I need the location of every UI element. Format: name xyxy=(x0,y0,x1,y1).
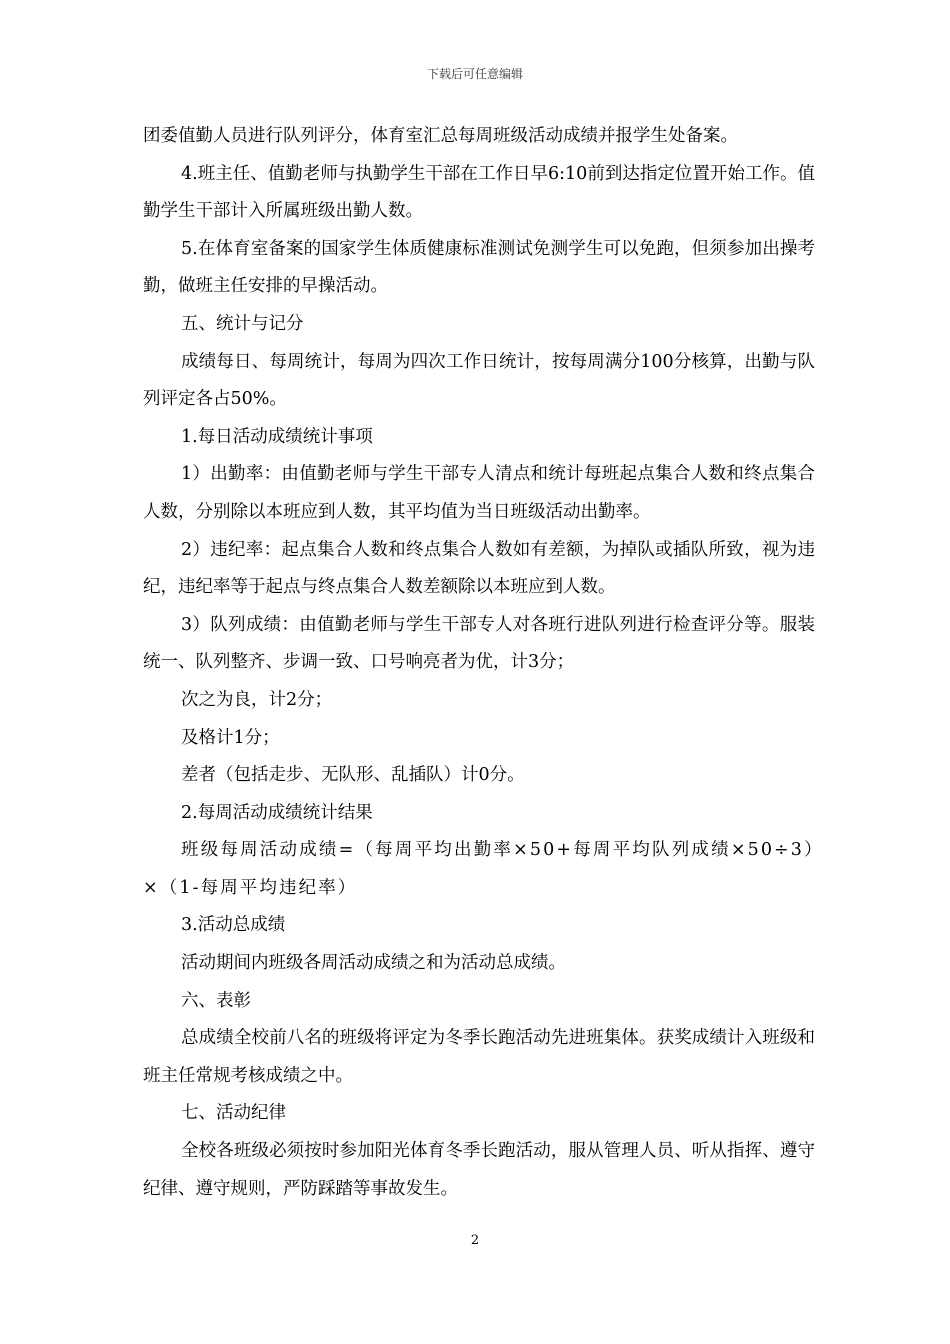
paragraph-discipline: 全校各班级必须按时参加阳光体育冬季长跑活动，服从管理人员、听从指挥、遵守纪律、遵守规则，严防踩踏等事故发生。 xyxy=(143,1141,815,1199)
paragraph-total-score: 活动期间内班级各周活动成绩之和为活动总成绩。 xyxy=(181,953,566,974)
paragraph-awards: 总成绩全校前八名的班级将评定为冬季长跑活动先进班集体。获奖成绩计入班级和班主任常规考核成绩之中。 xyxy=(143,1028,815,1086)
paragraph-weekly-formula: 班级每周活动成绩=（每周平均出勤率×50+每周平均队列成绩×50÷3）×（1-每周平均违纪率） xyxy=(143,840,815,898)
subheading-daily-stats: 1.每日活动成绩统计事项 xyxy=(181,426,373,447)
paragraph-continuation: 团委值勤人员进行队列评分，体育室汇总每周班级活动成绩并报学生处备案。 xyxy=(143,126,738,146)
paragraph-score-pass: 及格计1分； xyxy=(181,727,280,748)
paragraph-item-4: 4.班主任、值勤老师与执勤学生干部在工作日早6:10前到达指定位置开始工作。值勤学生干部计入所属班级出勤人数。 xyxy=(143,163,815,222)
page-number: 2 xyxy=(470,1233,480,1248)
paragraph-attendance-rate: 1）出勤率：由值勤老师与学生干部专人清点和统计每班起点集合人数和终点集合人数，分别除以本班应到人数，其平均值为当日班级活动出勤率。 xyxy=(143,464,815,522)
paragraph-scoring-overview: 成绩每日、每周统计，每周为四次工作日统计，按每周满分100分核算，出勤与队列评定各占50%。 xyxy=(143,351,815,410)
paragraph-violation-rate: 2）违纪率：起点集合人数和终点集合人数如有差额，为掉队或插队所致，视为违纪，违纪率等于起点与终点集合人数差额除以本班应到人数。 xyxy=(143,539,815,598)
paragraph-formation-score: 3）队列成绩：由值勤老师与学生干部专人对各班行进队列进行检查评分等。服装统一、队列整齐、步调一致、口号响亮者为优，计3分； xyxy=(143,614,815,673)
document-body xyxy=(143,118,815,1208)
paragraph-score-good: 次之为良，计2分； xyxy=(181,689,333,710)
section-heading-discipline: 七、活动纪律 xyxy=(181,1103,286,1124)
paragraph-score-poor: 差者（包括走步、无队形、乱插队）计0分。 xyxy=(181,765,525,786)
subheading-total-score: 3.活动总成绩 xyxy=(181,915,286,936)
section-heading-statistics: 五、统计与记分 xyxy=(181,313,304,334)
paragraph-item-5: 5.在体育室备案的国家学生体质健康标准测试免测学生可以免跑，但须参加出操考勤，做班主任安排的早操活动。 xyxy=(143,238,815,297)
subheading-weekly-results: 2.每周活动成绩统计结果 xyxy=(181,802,373,823)
section-heading-awards: 六、表彰 xyxy=(181,990,251,1011)
page-header: 下载后可任意编辑 xyxy=(426,67,523,81)
